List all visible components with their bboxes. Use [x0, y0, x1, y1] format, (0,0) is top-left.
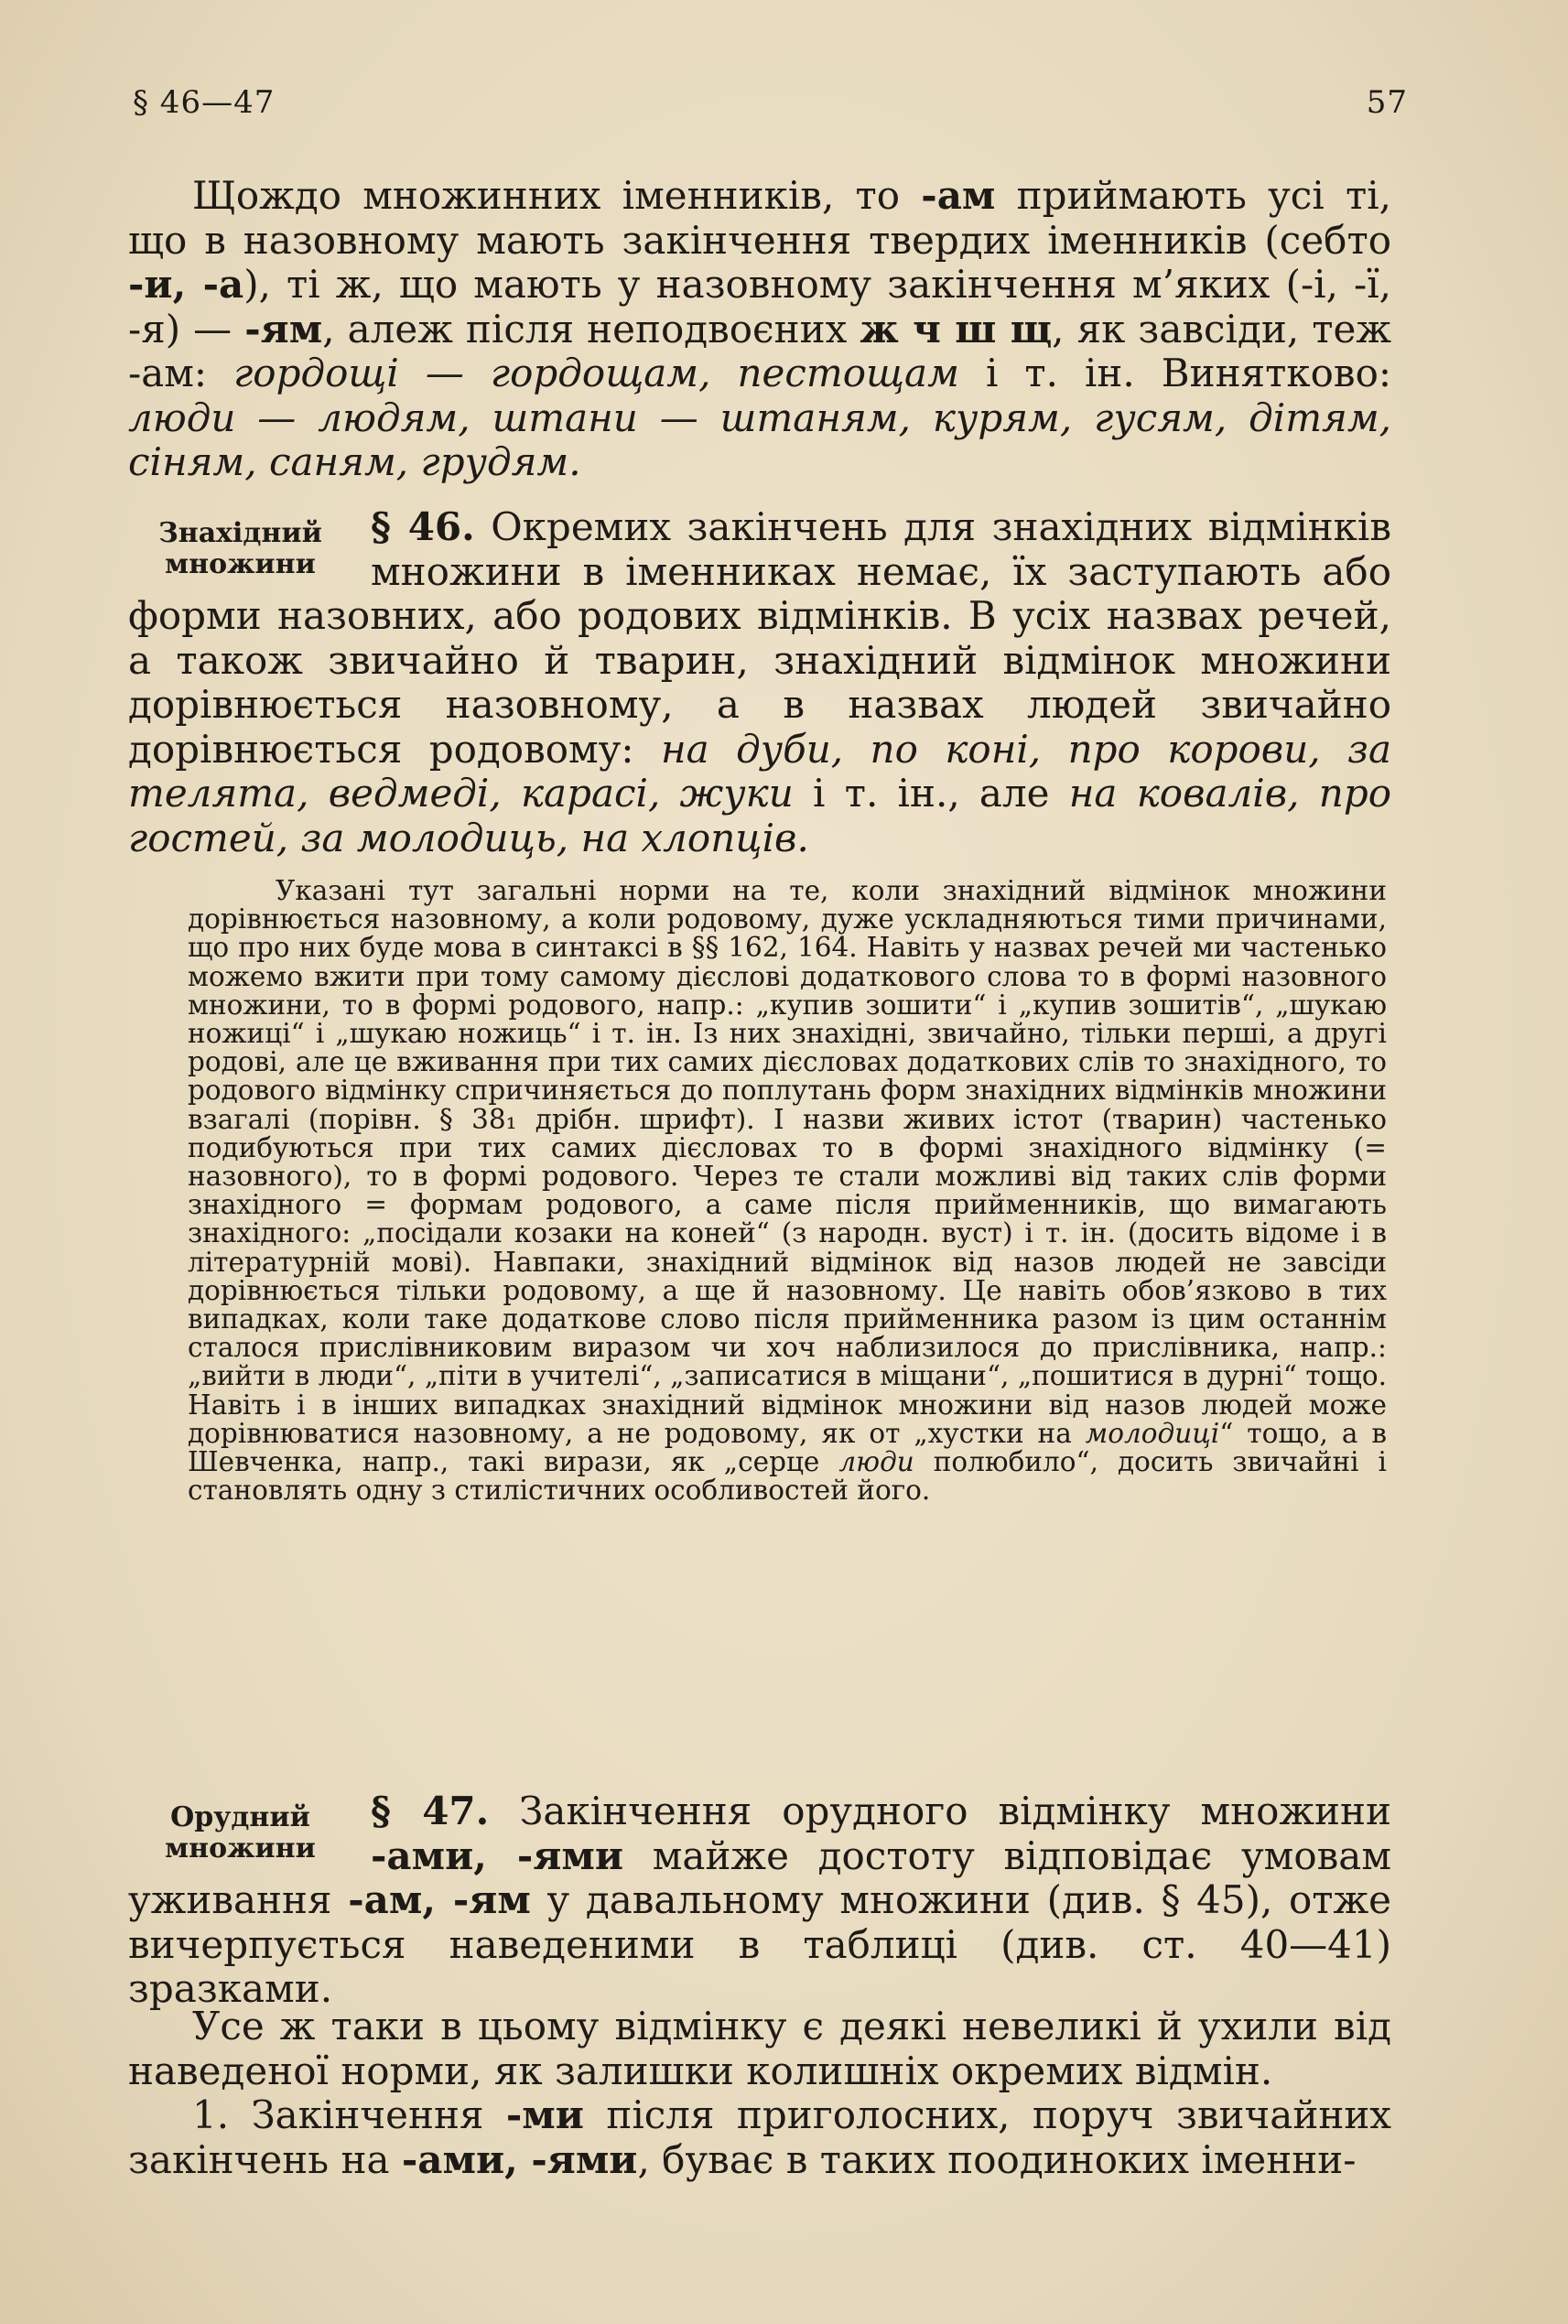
italic-example: гордощі — гордощам, пестощам	[233, 351, 959, 395]
italic-example: на ковалів, про гостей, за молодиць, на хлопців.	[128, 771, 1391, 860]
text-run: , алеж після неподвоєних	[322, 306, 860, 351]
bold-ending: -ам	[921, 173, 996, 218]
side-label-accusative: Знахідний множини	[158, 517, 322, 580]
text-run: Указані тут загальні норми на те, коли знахідний відмінок множини дорівнюється назовному, а коли родовому, дуже ускладняються тими причинами, що про них буде мова в синтаксі в §§ 162, 164. Навіть у назвах речей ми частенько можемо вжити при тому самому дієслові додаткового слова то в формі назовного множини, то в формі родового, напр.: „купив зошити“ і „купив зошитів“, „шукаю ножиці“ і „шукаю ножиць“ і т. ін. Із них знахідні, звичайно, тільки перші, а другі родові, але це вживання при тих самих дієсловах додаткових слів то знахідного, то родового відмінку спричиняється до поплутань форм знахідних відмінків множини взагалі (порівн. § 38₁ дрібн. шрифт). І назви живих істот (тварин) частенько подибуються при тих самих дієсловах то в формі знахідного відмінку (= назовного), то в формі родового. Через те стали можливі від таких слів форми знахідного = формам родового, а саме після прийменників, що вимагають знахідного: „посідали козаки на коней“ (з народн. вуст) і т. ін. (досить відоме і в літературній мові). Навпаки, знахідний відмінок від назов людей не завсіди дорівнюється тільки родовому, а ще й назовному. Це навіть обов’язково в тих випадках, коли таке додаткове слово після прийменника разом із цим останнім сталося прислівниковим виразом чи хоч наблизилося до прислівника, напр.: „вийти в люди“, „піти в учителі“, „записатися в міщани“, „пошитися в дурні“ тощо. Навіть і в інших випадках знахідний відмінок множини від назов людей може дорівнюватися назовному, а не родовому, як от „хустки на	[188, 875, 1387, 1449]
section-number: § 46.	[371, 504, 475, 549]
text-run: 1. Закінчення	[192, 2092, 506, 2137]
page-number: 57	[1366, 84, 1408, 121]
text-run: приймають усі ті, що в назовному мають закінчення твердих іменників (себто	[128, 173, 1391, 263]
text-run: і т. ін. Винятково:	[958, 351, 1391, 395]
paragraph-dative-plural	[128, 174, 1391, 485]
bold-ending: -ами, -ями	[371, 1832, 623, 1878]
bold-ending: -ми	[505, 2092, 584, 2137]
small-print-note	[188, 877, 1387, 1505]
italic-example: люди	[838, 1446, 914, 1478]
italic-example: люди — людям, штани — штаням, курям, гусям, дітям, сіням, саням, грудям.	[128, 395, 1391, 484]
text-run: , буває в таких поодиноких іменни-	[637, 2136, 1357, 2182]
text-run: після приголосних, поруч звичайних закінчень на	[128, 2092, 1391, 2182]
paragraph-section-47	[128, 1789, 1391, 2012]
paragraph-item-1	[128, 2093, 1391, 2182]
page-header	[133, 84, 1408, 121]
bold-ending: -и, -а	[128, 262, 244, 307]
text-run: Щождо множинних іменників, то	[192, 173, 922, 218]
bold-ending: -ям	[244, 306, 323, 351]
text-run: , як завсіди, теж -ам:	[128, 306, 1391, 395]
italic-example: молодиці	[1085, 1417, 1220, 1449]
text-run: ), ті ж, що мають у назовному закінчення м’яких (-і, -ї, -я) —	[128, 262, 1391, 351]
text-run: у давальному множини (див. § 45), отже вичерпується наведеними в таблиці (див. ст. 40—41) зразками.	[128, 1877, 1391, 2011]
text-run: і т. ін., але	[793, 771, 1069, 816]
paragraph-deviations	[128, 2005, 1391, 2093]
paragraph-section-46	[128, 505, 1391, 860]
section-range: § 46—47	[133, 84, 276, 121]
text-run: “ тощо, а в Шевченка, напр., такі вирази, як „серце	[188, 1417, 1387, 1478]
text-run: Усе ж таки в цьому відмінку є деякі невеликі й ухили від наведеної норми, як залишки колишніх окремих відмін.	[128, 2004, 1391, 2093]
bold-ending: -ами, -ями	[401, 2136, 638, 2182]
text-run: Окремих закінчень для знахідних відмінків множини в іменниках немає, їх заступають або форми назовних, або родових відмінків. В усіх назвах речей, а також звичайно й тварин, знахідний відмінок множини дорівнюється назовному, а в назвах людей звичайно дорівнюється родовому:	[128, 504, 1392, 772]
side-label-instrumental: Орудний множини	[165, 1801, 316, 1865]
italic-example: на дуби, по коні, про корови, за телята, ведмеді, карасі, жуки	[128, 726, 1392, 816]
text-run: Закінчення орудного відмінку множини	[489, 1789, 1392, 1833]
section-number: § 47.	[371, 1789, 490, 1833]
text-run: майже достоту відповідає умовам уживання	[128, 1832, 1391, 1922]
bold-ending: -ам, -ям	[348, 1877, 531, 1922]
bold-letters: ж ч ш щ	[860, 306, 1053, 351]
text-run: полюбило“, досить звичайні і становлять одну з стилістичних особливостей його.	[188, 1446, 1387, 1507]
